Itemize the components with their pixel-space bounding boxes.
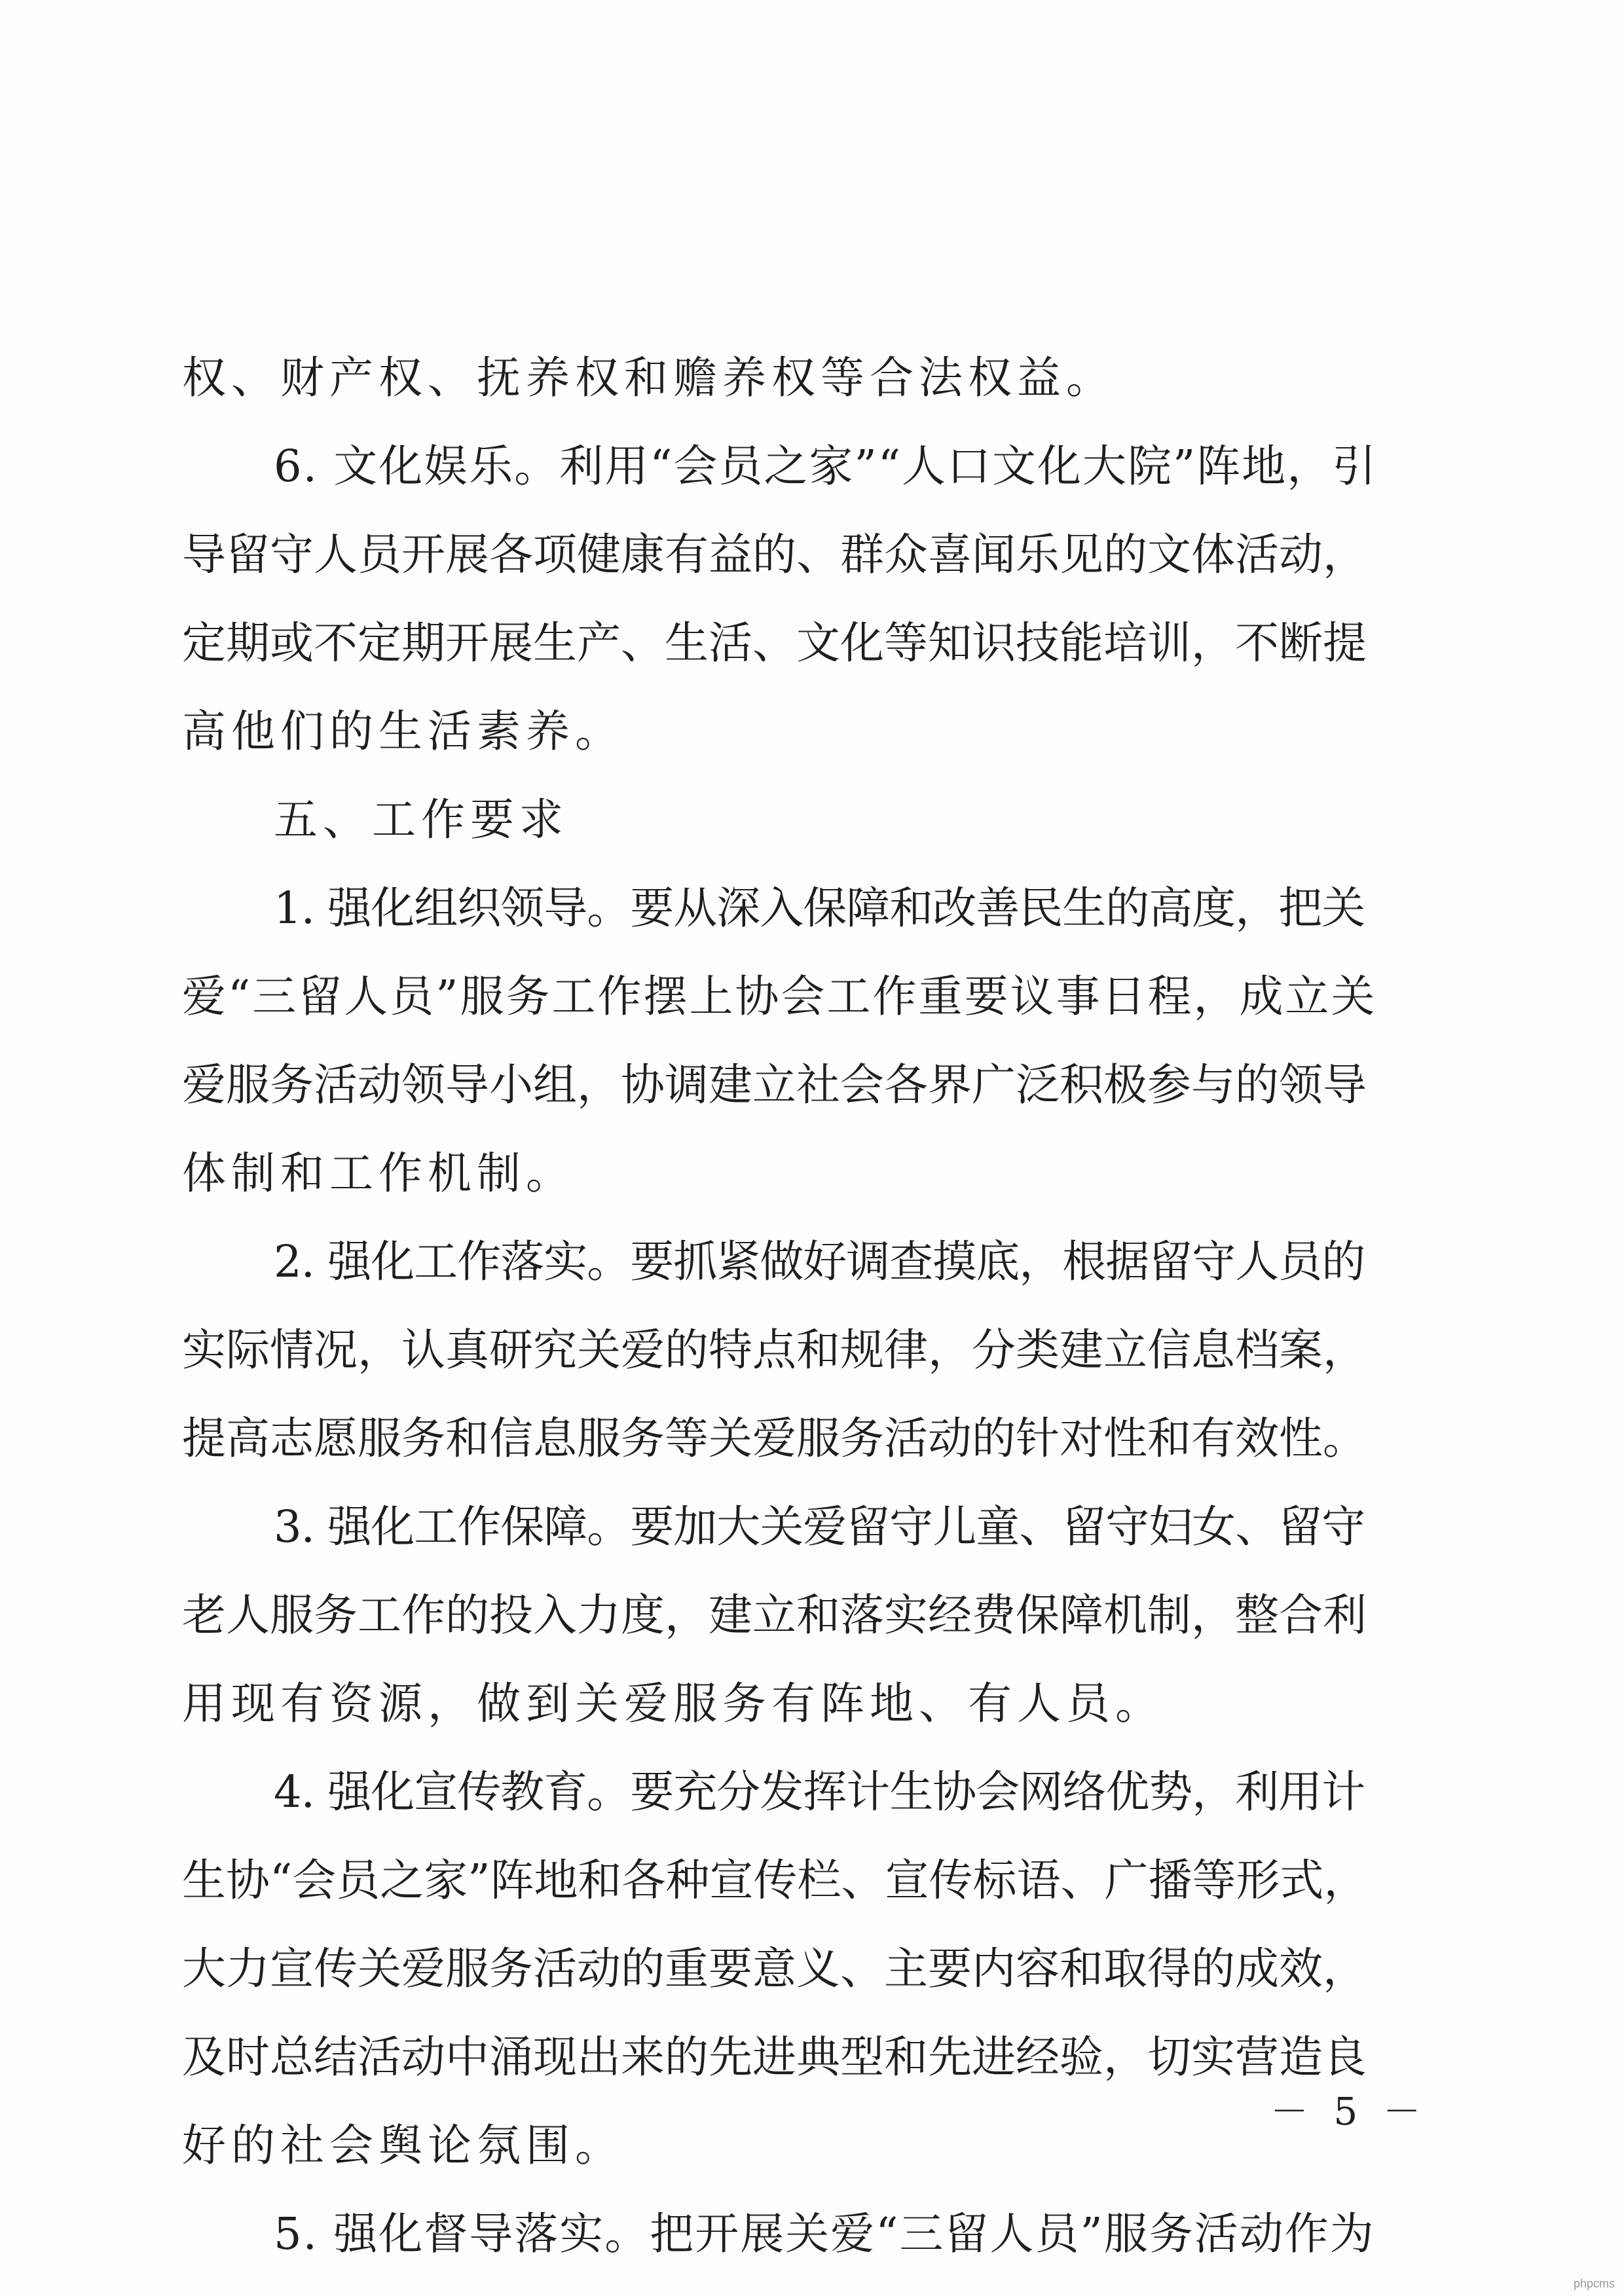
text-line: 用现有资源，做到关爱服务有阵地、有人员。: [182, 1678, 1164, 1729]
text-line: 及时总结活动中涌现出来的先进典型和先进经验，切实营造良: [182, 2032, 1367, 2083]
text-line: 权、财产权、抚养权和赡养权等合法权益。: [182, 352, 1115, 403]
text-line: 好的社会舆论氛围。: [182, 2120, 624, 2171]
text-line: 五、工作要求: [274, 794, 568, 845]
text-line: 6. 文化娱乐。利用“会员之家”“人口文化大院”阵地，引: [274, 441, 1378, 492]
text-line: 实际情况，认真研究关爱的特点和规律，分类建立信息档案，: [182, 1324, 1367, 1376]
text-line: 爱“三留人员”服务工作摆上协会工作重要议事日程，成立关: [182, 971, 1377, 1022]
text-line: 爱服务活动领导小组，协调建立社会各界广泛积极参与的领导: [182, 1059, 1367, 1110]
watermark-text: phpcms: [1573, 2277, 1615, 2290]
text-line: 导留守人员开展各项健康有益的、群众喜闻乐见的文体活动，: [182, 529, 1367, 580]
text-line: 2. 强化工作落实。要抓紧做好调查摸底，根据留守人员的: [274, 1236, 1365, 1287]
text-line: 高他们的生活素养。: [182, 706, 624, 757]
text-line: 生协“会员之家”阵地和各种宣传栏、宣传标语、广播等形式，: [182, 1855, 1368, 1906]
text-line: 老人服务工作的投入力度，建立和落实经费保障机制，整合利: [182, 1590, 1367, 1641]
body-text: [182, 334, 1380, 2278]
page-number: － 5 －: [1270, 2089, 1428, 2134]
text-line: 3. 强化工作保障。要加大关爱留守儿童、留守妇女、留守: [274, 1501, 1365, 1552]
text-line: 5. 强化督导落实。把开展关爱“三留人员”服务活动作为: [274, 2208, 1375, 2259]
text-line: 1. 强化组织领导。要从深入保障和改善民生的高度，把关: [274, 883, 1365, 934]
text-line: 体制和工作机制。: [182, 1148, 575, 1199]
text-line: 大力宣传关爱服务活动的重要意义、主要内容和取得的成效，: [182, 1943, 1367, 1994]
text-line: 定期或不定期开展生产、生活、文化等知识技能培训，不断提: [182, 617, 1367, 668]
text-line: 4. 强化宣传教育。要充分发挥计生协会网络优势，利用计: [274, 1766, 1365, 1817]
text-line: 提高志愿服务和信息服务等关爱服务活动的针对性和有效性。: [182, 1413, 1367, 1464]
